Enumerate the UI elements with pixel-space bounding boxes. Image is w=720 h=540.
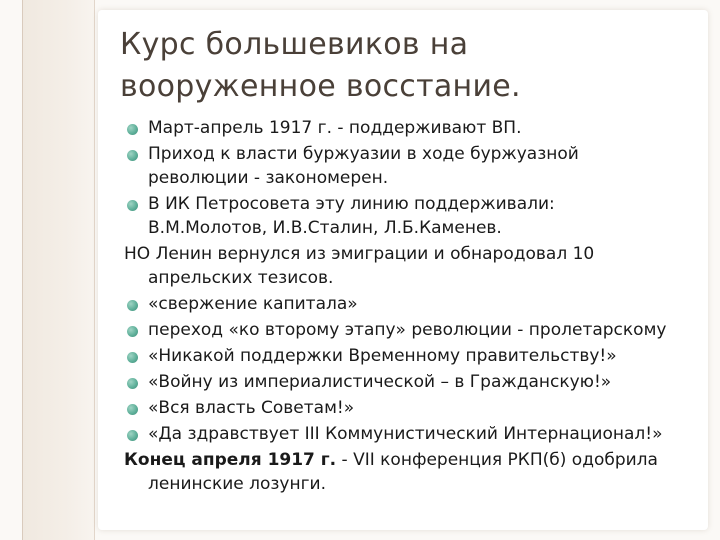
closing-line-continued: ленинские лозунги.: [148, 474, 326, 494]
bullet-icon: [127, 326, 138, 337]
closing-paragraph: [124, 448, 708, 496]
item-line: «Никакой поддержки Временному правительству!»: [148, 346, 617, 366]
item-line: Приход к власти буржуазии в ходе буржуазной: [148, 144, 579, 164]
list-item: [124, 318, 708, 342]
item-line: «свержение капитала»: [148, 294, 358, 314]
stripe-border-right: [94, 0, 95, 540]
bullet-icon: [127, 352, 138, 363]
bullet-icon: [127, 200, 138, 211]
list-item: [124, 116, 708, 140]
bullet-icon: [127, 124, 138, 135]
list-item: [124, 370, 708, 394]
slide-title: Курс большевиков на вооруженное восстание.: [120, 27, 521, 104]
left-decorative-stripe: [22, 0, 94, 540]
closing-rest: - VII конференция РКП(б) одобрила: [336, 450, 658, 470]
list-item: [124, 192, 708, 240]
bullet-icon: [127, 300, 138, 311]
bullet-icon: [127, 150, 138, 161]
item-line: НО Ленин вернулся из эмиграции и обнародовал 10: [124, 244, 595, 264]
item-line-continued: революции - закономерен.: [148, 168, 389, 188]
item-line-continued: апрельских тезисов.: [148, 268, 334, 288]
list-item: [124, 292, 708, 316]
item-line: «Войну из империалистической – в Гражданскую!»: [148, 372, 612, 392]
list-item-plain: [124, 242, 708, 290]
list-item: [124, 396, 708, 420]
item-line: В ИК Петросовета эту линию поддерживали:: [148, 194, 555, 214]
bullet-icon: [127, 404, 138, 415]
item-line: переход «ко второму этапу» революции - пролетарскому: [148, 320, 667, 340]
slide-body: [124, 116, 708, 498]
list-item: [124, 422, 708, 446]
list-item: [124, 142, 708, 190]
item-line: «Да здравствует III Коммунистический Интернационал!»: [148, 424, 663, 444]
closing-bold-lead: Конец апреля 1917 г.: [124, 450, 337, 470]
item-line-continued: В.М.Молотов, И.В.Сталин, Л.Б.Каменев.: [148, 218, 502, 238]
item-line: Март-апрель 1917 г. - поддерживают ВП.: [148, 118, 522, 138]
bullet-icon: [127, 430, 138, 441]
list-item: [124, 344, 708, 368]
item-line: «Вся власть Советам!»: [148, 398, 355, 418]
bullet-icon: [127, 378, 138, 389]
stripe-border-left: [22, 0, 23, 540]
